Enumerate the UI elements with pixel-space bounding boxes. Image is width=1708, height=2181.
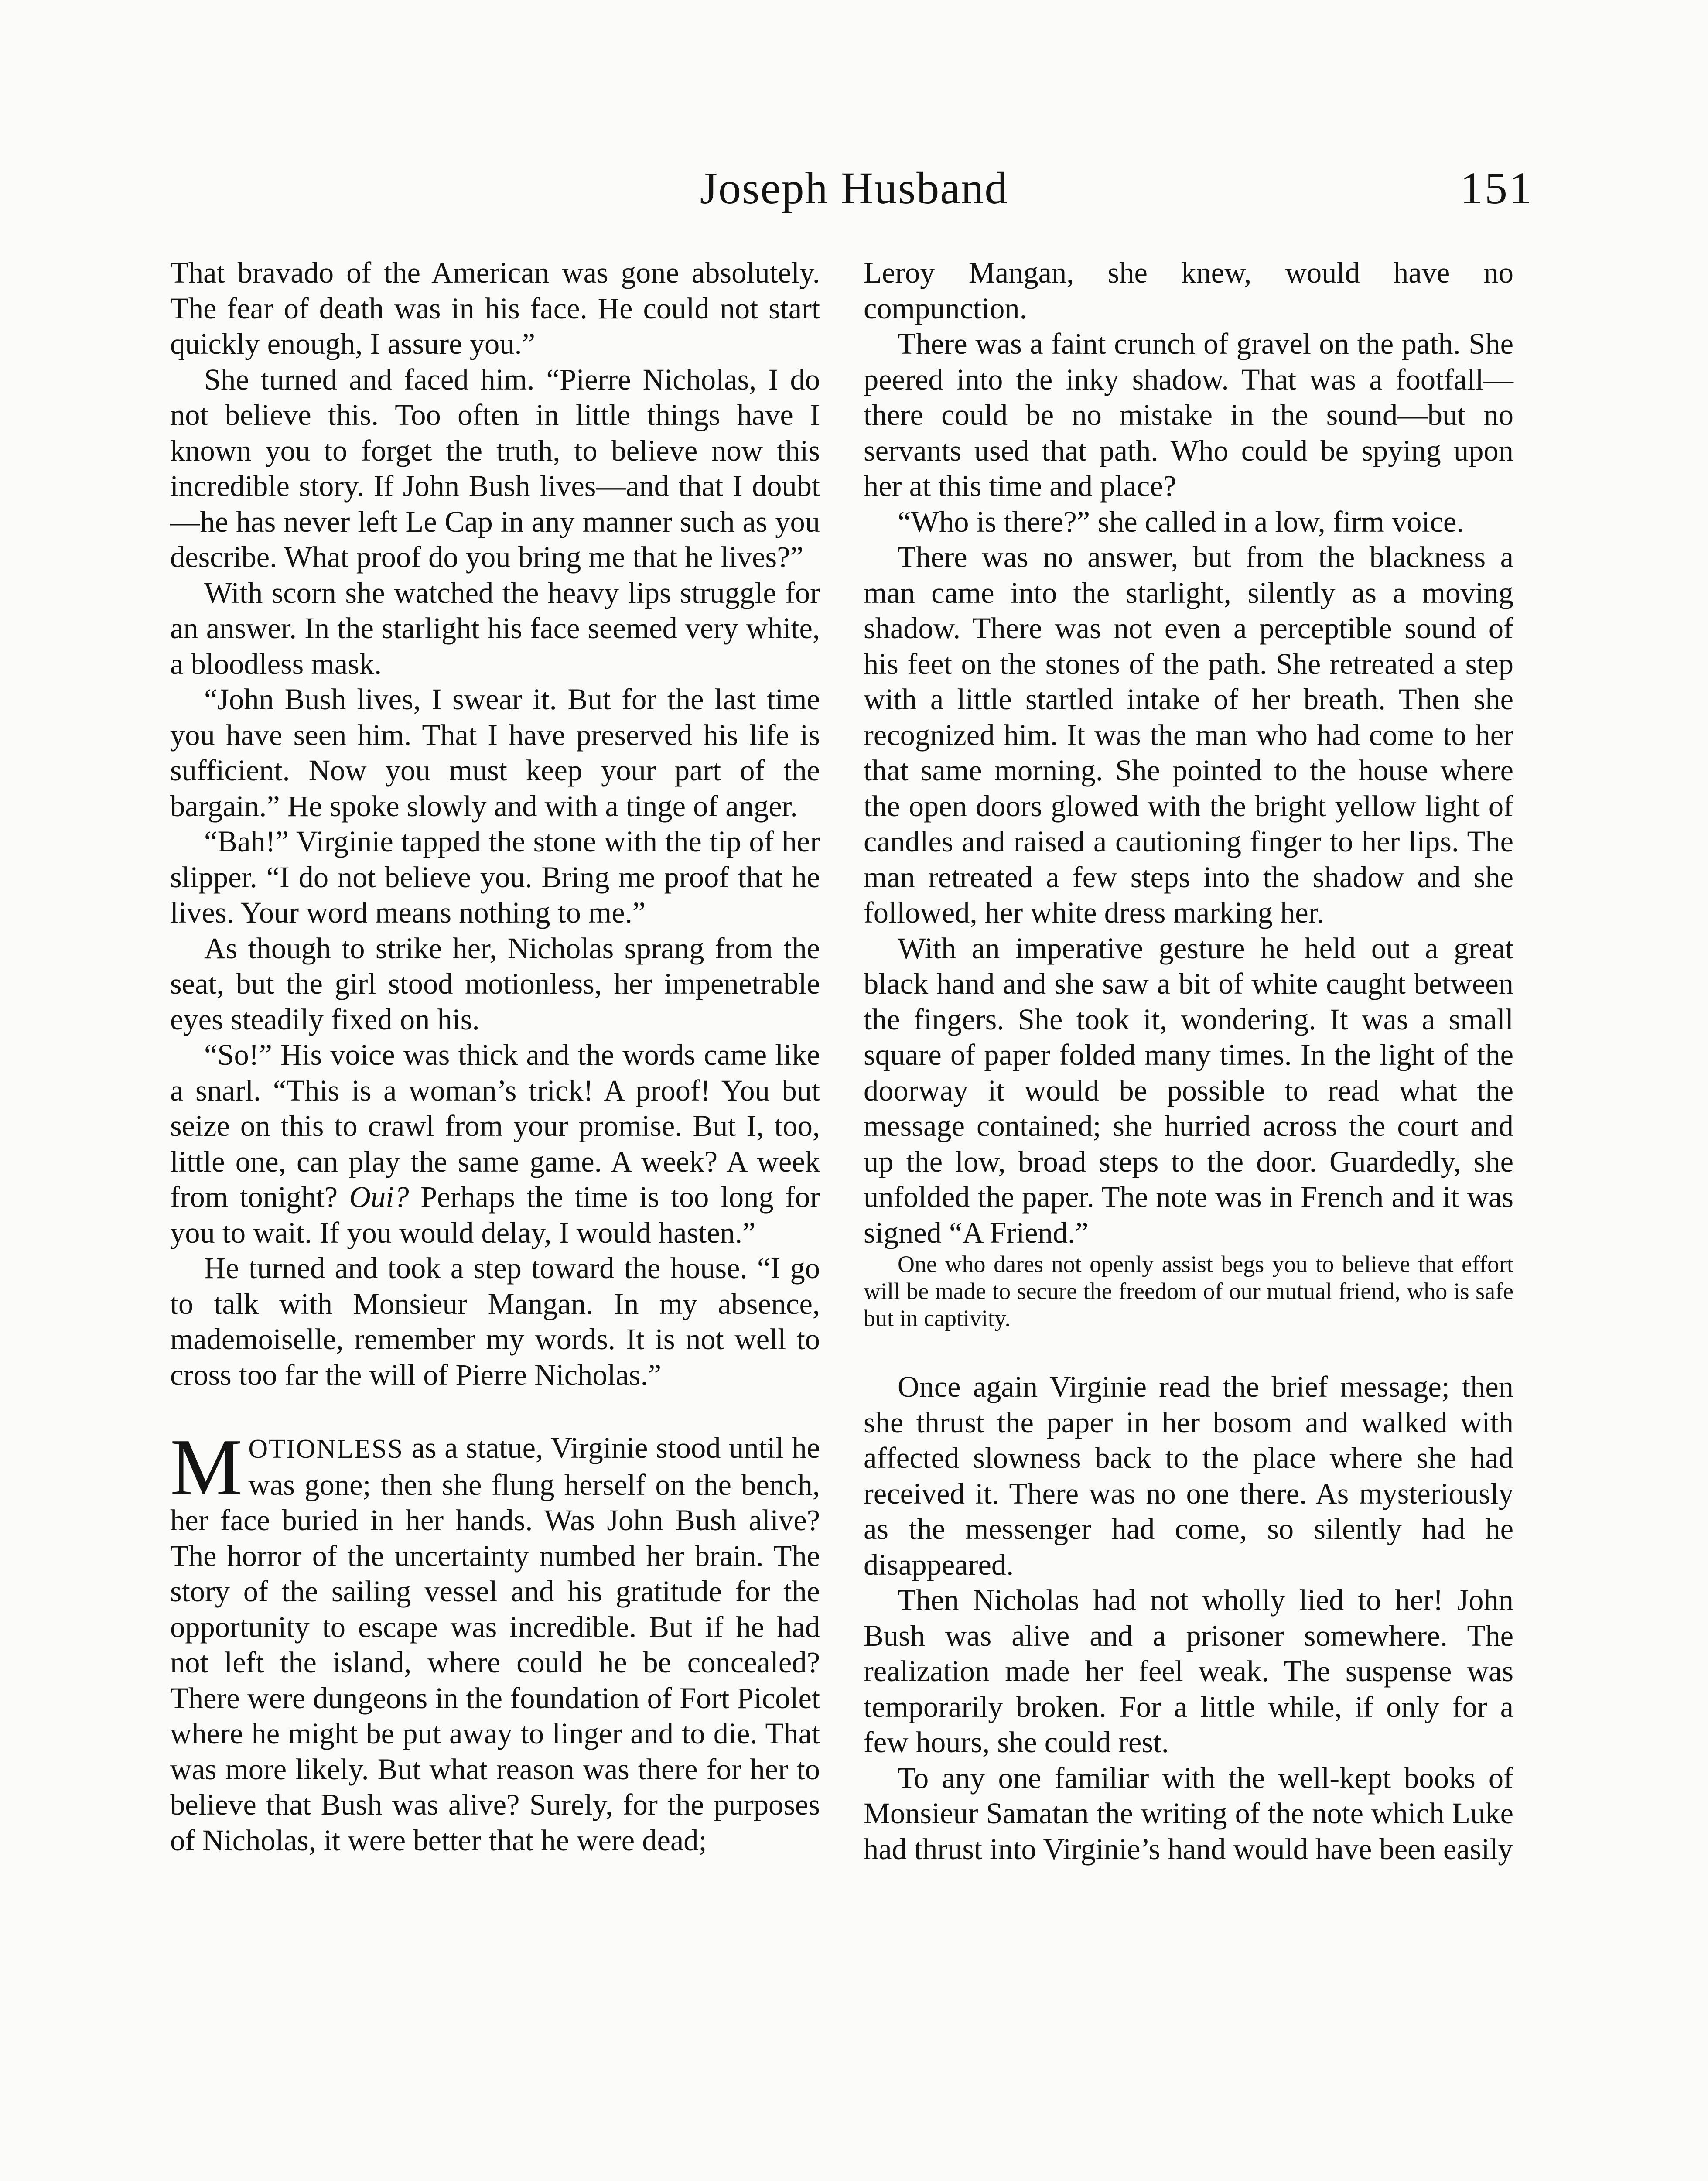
paragraph: As though to strike her, Nicholas sprang from the seat, but the girl stood motionless, her impenetrable eyes steadily fixed on his. xyxy=(170,931,820,1036)
paragraph: Once again Virginie read the brief message; then she thrust the paper in her bosom and walked with affected slowness back to the place where she had received it. There was no one there. As mysteriously as the messenger had come, so silently had he disappeared. xyxy=(864,1370,1513,1581)
running-head-title: Joseph Husband xyxy=(700,163,1008,213)
paragraph: With scorn she watched the heavy lips struggle for an answer. In the starlight his face seemed very white, a bloodless mask. xyxy=(170,576,820,680)
paragraph: Leroy Mangan, she knew, would have no compunction. xyxy=(864,256,1513,325)
italic-word: Oui? xyxy=(349,1180,409,1214)
paragraph: “John Bush lives, I swear it. But for the last time you have seen him. That I have preserved his life is sufficient. Now you must keep your part of the bargain.” He spoke slowly and with a tinge of anger. xyxy=(170,683,820,823)
page-number: 151 xyxy=(1460,163,1534,213)
right-column xyxy=(864,255,1513,1867)
paragraph: That bravado of the American was gone absolutely. The fear of death was in his face. He could not start quickly enough, I assure you.” xyxy=(170,256,820,360)
paragraph: “Who is there?” she called in a low, firm voice. xyxy=(898,505,1464,538)
quoted-note: One who dares not openly assist begs you to believe that effort will be made to secure the freedom of our mutual friend, who is safe but in captivity. xyxy=(864,1251,1513,1331)
section-opening-paragraph xyxy=(170,1422,820,1858)
paragraph: With an imperative gesture he held out a great black hand and she saw a bit of white caught between the fingers. She took it, wondering. It was a small square of paper folded many times. In the light of the doorway it would be possible to read what the message contained; she hurried across the court and up the low, broad steps to the door. Guardedly, she unfolded the paper. The note was in French and it was signed “A Friend.” xyxy=(864,931,1513,1249)
paragraph: To any one familiar with the well-kept books of Monsieur Samatan the writing of the note which Luke had thrust into Virginie’s hand would have been easily xyxy=(864,1761,1513,1866)
text-run: “So!” His voice was thick and the words came like a snarl. “This is a woman’s trick! A proof! You but seize on this to crawl from your promise. But I, too, little one, can play the same game. A week? A week from tonight? xyxy=(170,1038,820,1214)
paragraph: Then Nicholas had not wholly lied to her! John Bush was alive and a prisoner somewhere. The realization made her feel weak. The suspense was temporarily broken. For a little while, if only for a few hours, she could rest. xyxy=(864,1583,1513,1759)
paragraph: There was no answer, but from the blackness a man came into the starlight, silently as a moving shadow. There was not even a perceptible sound of his feet on the stones of the path. She retreated a step with a little startled intake of her breath. Then she recognized him. It was the man who had come to her that same morning. She pointed to the house where the open doors glowed with the bright yellow light of candles and raised a cautioning finger to her lips. The man retreated a few steps into the shadow and she followed, her white dress marking her. xyxy=(864,540,1513,929)
paragraph: She turned and faced him. “Pierre Nicholas, I do not believe this. Too often in little things have I known you to forget the truth, to believe now this incredible story. If John Bush lives—and that I doubt—he has never left Le Cap in any manner such as you describe. What proof do you bring me that he lives?” xyxy=(170,362,820,574)
paragraph xyxy=(170,1037,820,1251)
paragraph: There was a faint crunch of gravel on the path. She peered into the inky shadow. That was a footfall—there could be no mistake in the sound—but no servants used that path. Who could be spying upon her at this time and place? xyxy=(864,327,1513,503)
left-column xyxy=(170,255,820,1858)
text-run: as a statue, Virginie stood until he was gone; then she flung herself on the bench, her face buried in her hands. Was John Bush alive? The horror of the uncertainty numbed her brain. The story of the sailing vessel and his gratitude for the opportunity to escape was incredible. But if he had not left the island, where could he be concealed? There were dungeons in the foundation of Fort Picolet where he might be put away to linger and to die. That was more likely. But what reason was there for her to believe that Bush was alive? Surely, for the purposes of Nicholas, it were better that he were dead; xyxy=(170,1431,820,1857)
lead-in-caps: OTIONLESS xyxy=(248,1434,403,1464)
text-run: Perhaps the time is too long for you to wait. If you would delay, I would hasten.” xyxy=(170,1180,820,1249)
drop-cap: M xyxy=(170,1422,243,1512)
paragraph: “Bah!” Virginie tapped the stone with the tip of her slipper. “I do not believe you. Bring me proof that he lives. Your word means nothing to me.” xyxy=(170,825,820,929)
paragraph: He turned and took a step toward the house. “I go to talk with Monsieur Mangan. In my absence, mademoiselle, remember my words. It is not well to cross too far the will of Pierre Nicholas.” xyxy=(170,1251,820,1391)
